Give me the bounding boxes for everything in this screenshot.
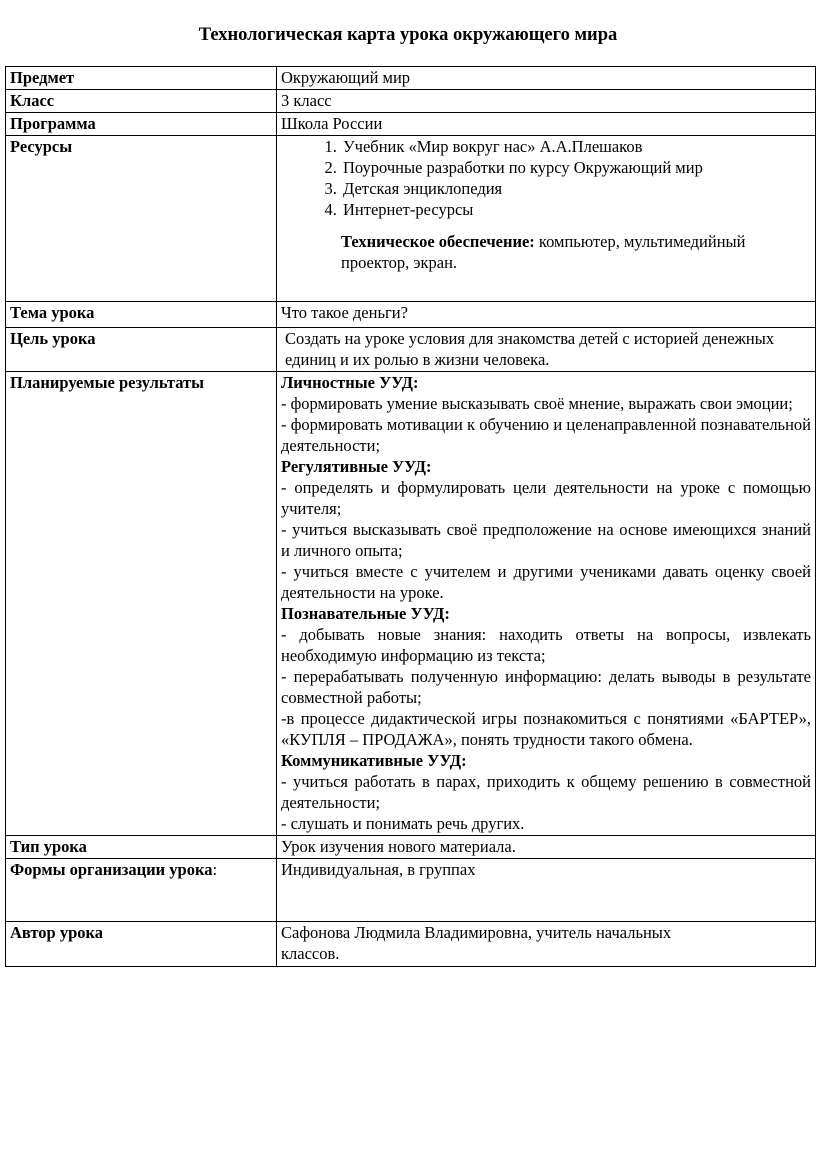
forms-label-text: Формы организации урока <box>10 860 213 879</box>
table-row <box>6 90 816 113</box>
list-item: 3. Детская энциклопедия <box>341 178 811 199</box>
list-item: - определять и формулировать цели деятельности на уроке с помощью учителя; <box>281 478 811 518</box>
tech-equipment <box>341 231 811 273</box>
grade-value: 3 класс <box>277 90 816 113</box>
goal-value: Создать на уроке условия для знакомства детей с историей денежных единиц и их ролью в жизни человека. <box>277 328 816 372</box>
list-item: - перерабатывать полученную информацию: делать выводы в результате совместной работы; <box>281 667 811 707</box>
topic-label: Тема урока <box>6 302 277 328</box>
resources-label: Ресурсы <box>6 136 277 302</box>
subject-label: Предмет <box>6 67 277 90</box>
resources-cell <box>277 136 816 302</box>
list-item: 4. Интернет-ресурсы <box>341 199 811 220</box>
table-row <box>6 302 816 328</box>
communicative-uud-heading: Коммуникативные УУД: <box>281 751 467 770</box>
table-row <box>6 372 816 836</box>
list-item: - учиться высказывать своё предположение на основе имеющихся знаний и личного опыта; <box>281 520 811 560</box>
lesson-type-label: Тип урока <box>6 836 277 859</box>
list-item: - формировать умение высказывать своё мнение, выражать свои эмоции; <box>281 394 793 413</box>
tech-equipment-label: Техническое обеспечение: <box>341 232 535 251</box>
table-row <box>6 328 816 372</box>
table-row <box>6 136 816 302</box>
author-text: Сафонова Людмила Владимировна, учитель начальных классов. <box>281 923 672 963</box>
document-title: Технологическая карта урока окружающего мира <box>198 25 618 45</box>
topic-value: Что такое деньги? <box>277 302 816 328</box>
list-item: - формировать мотивации к обучению и целенаправленной познавательной деятельности; <box>281 415 811 455</box>
subject-value: Окружающий мир <box>277 67 816 90</box>
list-item: - учиться работать в парах, приходить к общему решению в совместной деятельности; <box>281 772 811 812</box>
lesson-card-table <box>5 66 816 967</box>
goal-label: Цель урока <box>6 328 277 372</box>
program-label: Программа <box>6 113 277 136</box>
lesson-type-value: Урок изучения нового материала. <box>277 836 816 859</box>
list-item: 1. Учебник «Мир вокруг нас» А.А.Плешаков <box>341 136 811 157</box>
results-cell <box>277 372 816 836</box>
forms-label <box>6 859 277 922</box>
list-item: -в процессе дидактической игры познакомиться с понятиями «БАРТЕР», «КУПЛЯ – ПРОДАЖА», понять трудности такого обмена. <box>281 709 811 749</box>
author-value <box>277 922 816 967</box>
list-item: - добывать новые знания: находить ответы на вопросы, извлекать необходимую информацию из текста; <box>281 625 811 665</box>
table-row <box>6 67 816 90</box>
table-row <box>6 113 816 136</box>
table-row <box>6 859 816 922</box>
cognitive-uud-heading: Познавательные УУД: <box>281 604 450 623</box>
forms-value: Индивидуальная, в группах <box>277 859 816 922</box>
table-row <box>6 922 816 967</box>
regulatory-uud-heading: Регулятивные УУД: <box>281 457 432 476</box>
program-value: Школа России <box>277 113 816 136</box>
grade-label: Класс <box>6 90 277 113</box>
resources-list <box>281 136 811 220</box>
personal-uud-heading: Личностные УУД: <box>281 373 419 392</box>
forms-label-colon: : <box>212 860 218 879</box>
list-item: - учиться вместе с учителем и другими учениками давать оценку своей деятельности на уроке. <box>281 562 811 602</box>
author-label: Автор урока <box>6 922 277 967</box>
tech-equipment-value: компьютер, мультимедийный проектор, экран. <box>341 232 746 272</box>
results-label: Планируемые результаты <box>6 372 277 836</box>
list-item: - слушать и понимать речь других. <box>281 814 525 833</box>
table-row <box>6 836 816 859</box>
list-item: 2. Поурочные разработки по курсу Окружающий мир <box>341 157 811 178</box>
